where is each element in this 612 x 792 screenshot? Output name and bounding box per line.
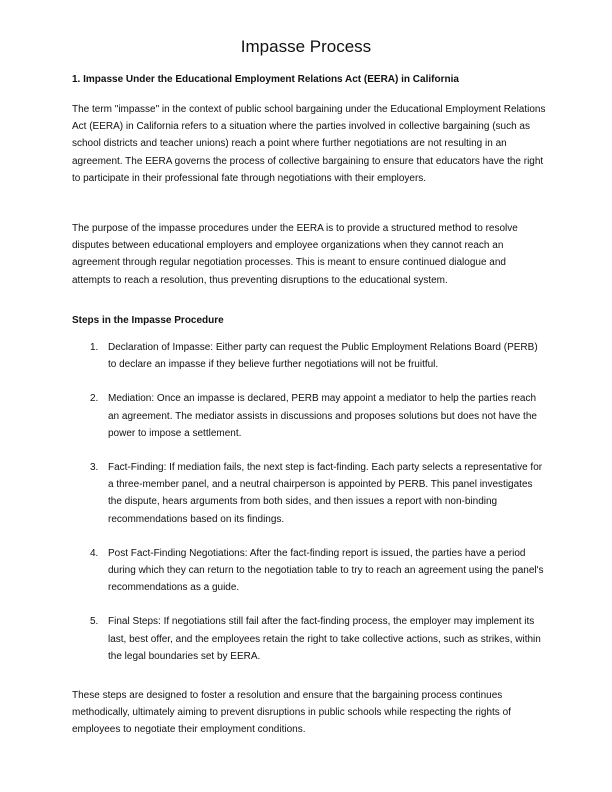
paragraph-impasse-definition: The term "impasse" in the context of public school bargaining under the Educational Employment Relations Act (EERA) in California refers to a situation where the parties involved in collective bargaining (such as school districts and teacher unions) reach a point where further negotiations are not resulting in an agreement. The EERA governs the process of collective bargaining to ensure that educators have the right to participate in their professional fate through negotiations with their employers. [72,104,546,184]
step-number: 5. [90,616,99,628]
list-item [90,390,546,442]
step-number: 4. [90,547,99,559]
list-item [90,613,546,665]
list-item [90,459,546,528]
list-item [90,545,546,597]
step-number: 2. [90,393,99,405]
steps-heading: Steps in the Impasse Procedure [72,315,224,326]
step-text: Declaration of Impasse: Either party can request the Public Employment Relations Board (PERB) to declare an impasse if they believe further negotiations will not be fruitful. [108,342,538,371]
step-text: Post Fact-Finding Negotiations: After the fact-finding report is issued, the parties have a period during which they can return to the negotiation table to try to reach an agreement using the panel's recommendations as a guide. [108,547,544,594]
page-title: Impasse Process [240,37,372,56]
list-item [90,339,546,373]
step-number: 1. [90,342,99,353]
paragraph-impasse-purpose: The purpose of the impasse procedures under the EERA is to provide a structured method to resolve disputes between educational employers and employee organizations when they cannot reach an agreement through regular negotiation processes. This is meant to ensure continued dialogue and attempts to reach a resolution, thus preventing disruptions to the educational system. [72,223,518,286]
closing-paragraph: These steps are designed to foster a resolution and ensure that the bargaining process continues methodically, ultimately aiming to prevent disruptions in public schools while respecting the rights of employees to negotiate their employment conditions. [72,690,511,736]
section-heading-eera: 1. Impasse Under the Educational Employment Relations Act (EERA) in California [72,74,459,85]
step-text: Mediation: Once an impasse is declared, PERB may appoint a mediator to help the parties reach an agreement. The mediator assists in discussions and proposes solutions but does not have the power to impose a settlement. [108,393,537,439]
steps-list [90,339,546,682]
step-text: Final Steps: If negotiations still fail after the fact-finding process, the employer may implement its last, best offer, and the employees retain the right to take collective actions, such as strikes, within the legal boundaries set by EERA. [108,616,541,662]
step-text: Fact-Finding: If mediation fails, the next step is fact-finding. Each party selects a representative for a three-member panel, and a neutral chairperson is appointed by PERB. This panel investigates the dispute, hears arguments from both sides, and then issues a report with non-binding recommendations based on its findings. [108,462,543,525]
step-number: 3. [90,462,99,474]
